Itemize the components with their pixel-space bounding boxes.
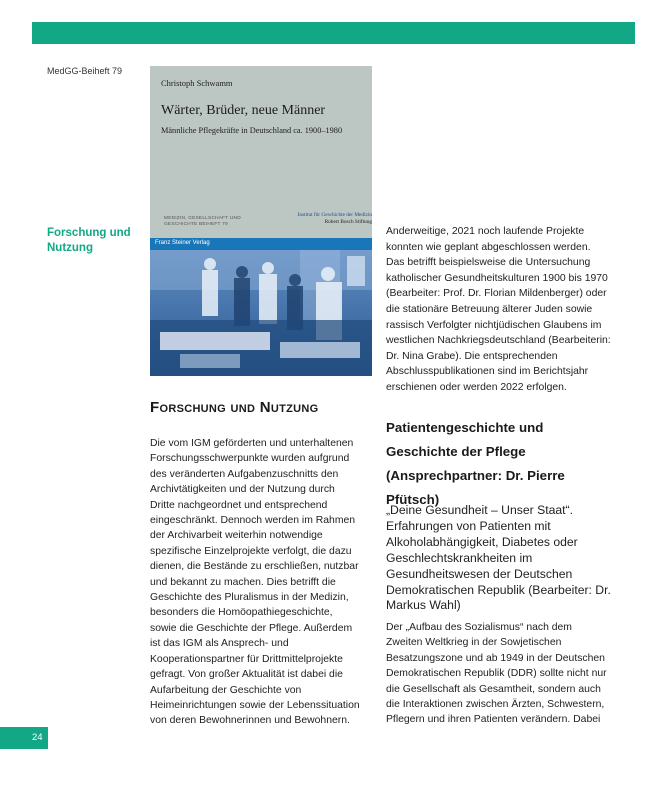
page-number-badge [0, 727, 48, 749]
cover-subtitle: Männliche Pflegekräfte in Deutschland ca. 1900–1980 [161, 126, 343, 135]
cover-publisher-name: Franz Steiner Verlag [155, 240, 210, 246]
section-body [150, 436, 360, 729]
right-top-paragraph: Anderweitige, 2021 noch laufende Projekte konnten wie geplant abgeschlossen werden. Das betrifft beispielsweise die Untersuchung katholischer Gesundheitskulturen 1900 bis 1970 (Bearbeiter: Prof. Dr. Florian Mildenberger) oder die stationäre Betreuung älterer Juden sowie rassisch Verfolgter nichtjüdischen Glaubens im westlichen Nachkriegsdeutschland (Bearbeiterin: Dr. Nina Grabe). Die entsprechenden Abschlusspublikationen sind im Berichtsjahr erschienen oder werden 2022 erfolgen. [386, 226, 611, 393]
cover-foundation-name: Robert Bosch Stiftung [324, 218, 372, 225]
cover-institute-name: Institut für Geschichte der Medizin [297, 212, 372, 218]
cover-title: Wärter, Brüder, neue Männer [161, 103, 326, 118]
cover-publisher-band [150, 238, 372, 250]
top-accent-bar [32, 22, 635, 44]
right-column-top [386, 224, 611, 396]
right-column-bottom [386, 620, 611, 728]
series-label: MedGG-Beiheft 79 [47, 66, 123, 76]
sidebar-heading: Forschung und Nutzung [47, 227, 131, 254]
cover-author: Christoph Schwamm [161, 78, 233, 88]
section-heading: Forschung und Nutzung [150, 399, 319, 416]
subsection-heading: Patientengeschichte und Geschichte der Pflege (Ansprechpartner: Dr. Pierre Pfütsch) [386, 420, 565, 507]
page-number: 24 [32, 732, 43, 743]
right-bottom-paragraph: Der „Aufbau des Sozialismus“ nach dem Zweiten Weltkrieg in der Sowjetischen Besatzungszone und ab 1949 in der Deutschen Demokratischen Republik (DDR) sollte nicht nur die Gesellschaft als Gesamtheit, sondern auch die Interaktionen zwischen Ärzten, Schwestern, Pflegern und ihren Patienten verändern. Dabei [386, 622, 607, 726]
cover-photo [150, 250, 372, 376]
section-paragraph: Die vom IGM geförderten und unterhaltenen Forschungsschwerpunkte wurden aufgrund des veränderten Aufgabenzuschnitts den Archivtätigkeiten und der Nutzung durch Dritte nachgeordnet und entsprechend eingeschränkt. Dennoch werden im Rahmen der Archivarbeit weiterhin notwendige spezifische Einzelprojekte verfolgt, die dazu dienen, die Bestände zu erschließen, nutzbar und bekannt zu machen. Dies betrifft die Geschichte des Pluralismus in der Medizin, besonders die Homöopathiegeschichte, sowie die Geschichte der Pflege. Außerdem ist das IGM als Ansprech- und Kooperationspartner für Drittmittelprojekte gefragt. Von großer Aktualität ist dabei die Aufarbeitung der Geschichte von Heimeinrichtungen sowie der Lebenssituation von deren Bewohnerinnen und Bewohnern. [150, 438, 360, 727]
project-title: „Deine Gesundheit – Unser Staat“. Erfahrungen von Patienten mit Alkoholabhängigkeit, Diabetes oder Geschlechtskrankheiten im Gesundheitswesen der Deutschen Demokratischen Republik (Bearbeiter: Dr. Markus Wahl) [386, 503, 611, 613]
cover-series-info: MEDIZIN, GESELLSCHAFT UND GESCHICHTE BEIHEFT 79 [164, 216, 241, 227]
cover-institute-logo [288, 212, 372, 225]
book-cover [150, 66, 372, 376]
